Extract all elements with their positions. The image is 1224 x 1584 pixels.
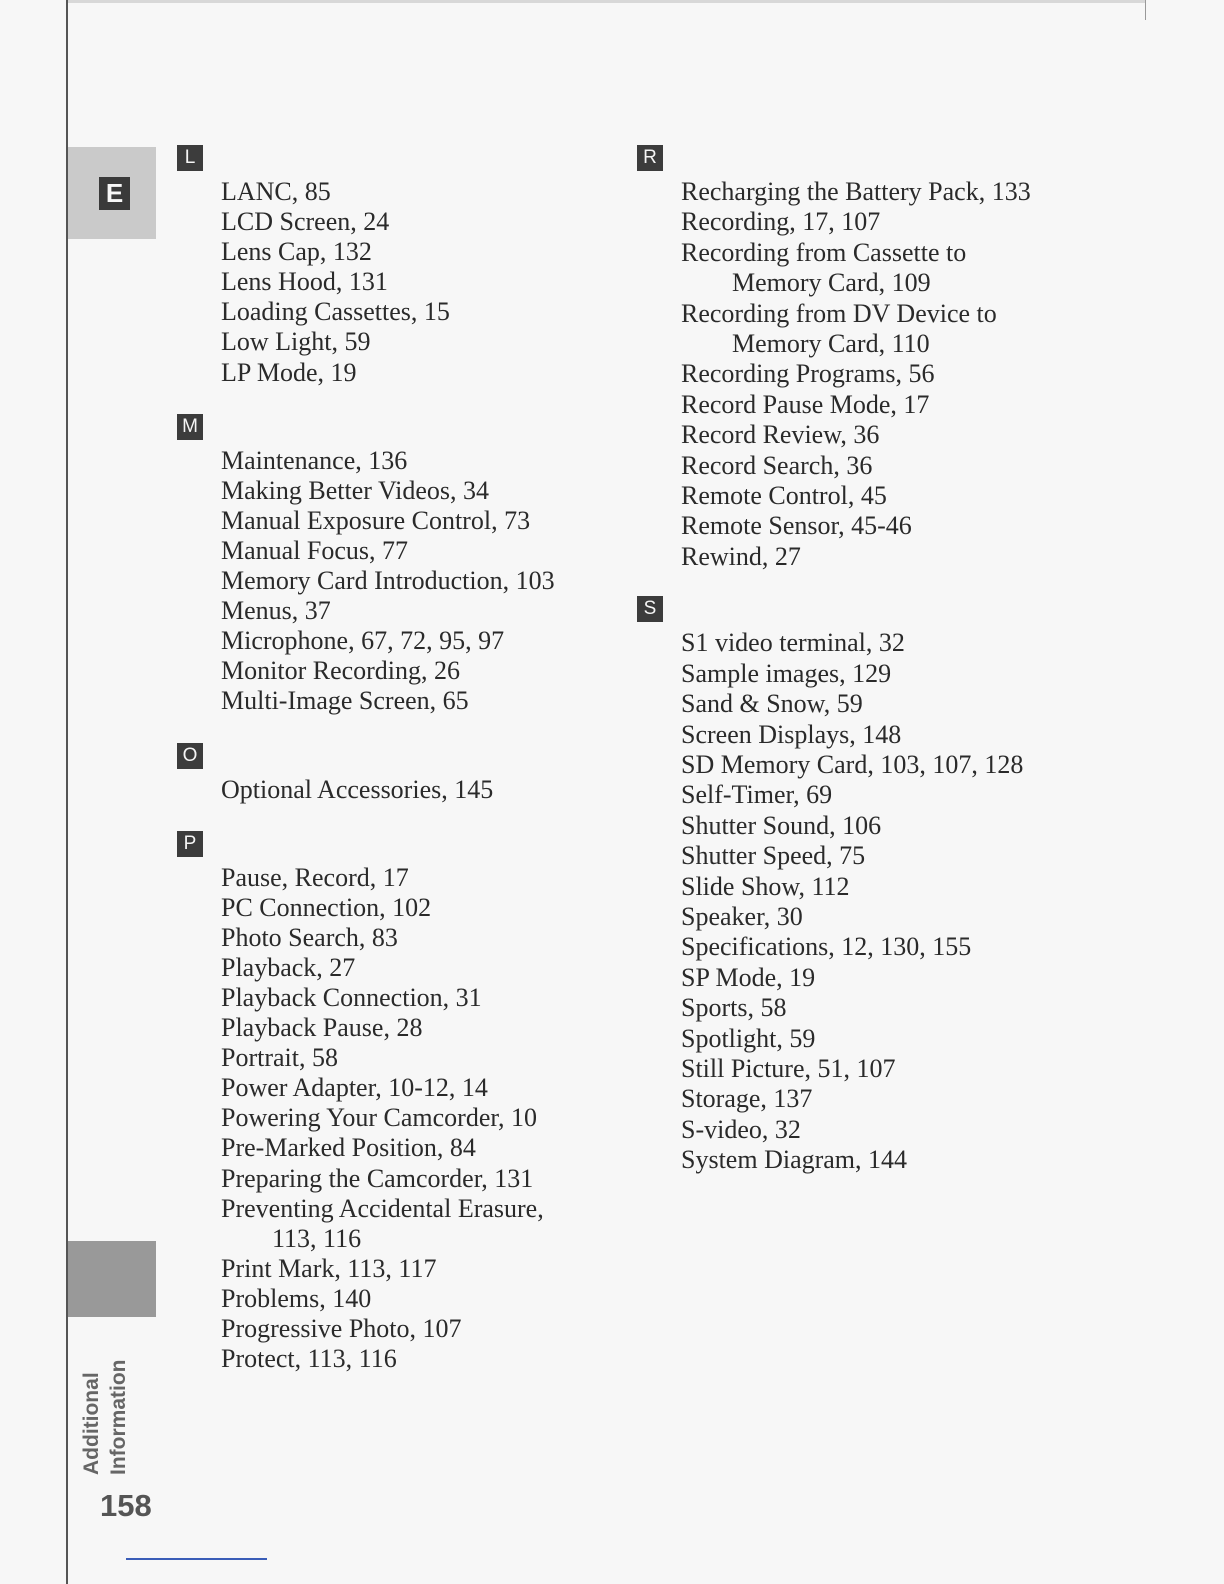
index-entry: Making Better Videos, 34 [221, 475, 490, 505]
index-column-left [177, 145, 597, 1400]
index-entry: Sports, 58 [681, 993, 787, 1023]
index-entry: Sample images, 129 [681, 658, 892, 688]
index-entry: Optional Accessories, 145 [221, 774, 494, 804]
index-entry: Remote Control, 45 [681, 481, 887, 511]
index-entry: Record Search, 36 [681, 450, 873, 480]
index-entry: Recording from DV Device to [681, 298, 997, 328]
index-entry: Print Mark, 113, 117 [221, 1253, 437, 1283]
entry-list [177, 863, 597, 1375]
index-entry: PC Connection, 102 [221, 892, 432, 922]
index-entry: Pause, Record, 17 [221, 862, 409, 892]
index-entry: Portrait, 58 [221, 1043, 338, 1073]
language-letter: E [99, 177, 130, 210]
index-entry: Screen Displays, 148 [681, 719, 902, 749]
index-entry: Lens Cap, 132 [221, 237, 372, 267]
index-entry: Memory Card Introduction, 103 [221, 566, 555, 596]
index-entry: Storage, 137 [681, 1084, 813, 1114]
index-entry: SD Memory Card, 103, 107, 128 [681, 749, 1024, 779]
index-entry: Power Adapter, 10-12, 14 [221, 1073, 488, 1103]
letter-group-l [177, 145, 597, 388]
index-entry: LCD Screen, 24 [221, 207, 390, 237]
index-entry: Maintenance, 136 [221, 445, 408, 475]
index-entry: Record Review, 36 [681, 420, 880, 450]
index-entry: Playback, 27 [221, 952, 356, 982]
index-entry: Microphone, 67, 72, 95, 97 [221, 626, 505, 656]
index-entry: Manual Exposure Control, 73 [221, 505, 531, 535]
index-entry: Protect, 113, 116 [221, 1344, 397, 1374]
entry-list [637, 628, 1107, 1175]
index-entry: Playback Pause, 28 [221, 1013, 423, 1043]
letter-group-p [177, 831, 597, 1375]
index-entry: LANC, 85 [221, 177, 331, 206]
index-entry: Record Pause Mode, 17 [681, 389, 930, 419]
index-entry: Recording from Cassette to [681, 237, 967, 267]
entry-list [177, 775, 597, 805]
index-entry: Loading Cassettes, 15 [221, 297, 450, 327]
bottom-rule [126, 1558, 267, 1560]
index-entry: Self-Timer, 69 [681, 780, 833, 810]
index-entry: Recording, 17, 107 [681, 207, 881, 237]
index-entry: Speaker, 30 [681, 901, 803, 931]
page-right-edge [1145, 0, 1146, 20]
index-entry: Shutter Speed, 75 [681, 841, 866, 871]
letter-group-o [177, 743, 597, 805]
entry-list [177, 177, 597, 388]
letter-group-s [637, 596, 1107, 1175]
index-entry: System Diagram, 144 [681, 1145, 908, 1175]
index-entry: Recording Programs, 56 [681, 359, 935, 389]
letter-heading-r: R [637, 145, 663, 171]
index-entry: Preparing the Camcorder, 131 [221, 1163, 534, 1193]
index-entry: Shutter Sound, 106 [681, 810, 882, 840]
index-entry: Menus, 37 [221, 596, 331, 626]
index-entry: Spotlight, 59 [681, 1023, 816, 1053]
letter-heading-o: O [177, 743, 203, 769]
index-entry: Lens Hood, 131 [221, 267, 388, 297]
index-entry: SP Mode, 19 [681, 962, 816, 992]
index-entry: Multi-Image Screen, 65 [221, 686, 469, 716]
entry-list [177, 446, 597, 717]
section-tab [68, 1241, 156, 1317]
index-entry: S-video, 32 [681, 1114, 801, 1144]
index-entry-continuation: 113, 116 [272, 1223, 362, 1253]
index-entry: Photo Search, 83 [221, 922, 398, 952]
index-entry: Preventing Accidental Erasure, [221, 1193, 544, 1223]
index-entry: Specifications, 12, 130, 155 [681, 932, 972, 962]
index-entry: Problems, 140 [221, 1283, 372, 1313]
index-entry: Low Light, 59 [221, 327, 371, 357]
index-column-right [637, 145, 1107, 1200]
page-top-edge [66, 0, 1146, 3]
letter-heading-m: M [177, 414, 203, 440]
index-entry: Playback Connection, 31 [221, 982, 482, 1012]
section-label [78, 1359, 148, 1475]
letter-group-m [177, 414, 597, 717]
index-entry: Sand & Snow, 59 [681, 689, 863, 719]
index-entry: Monitor Recording, 26 [221, 656, 461, 686]
letter-heading-p: P [177, 831, 203, 857]
index-entry: Powering Your Camcorder, 10 [221, 1103, 537, 1133]
entry-list [637, 177, 1107, 572]
section-label-line2: Information [107, 1359, 130, 1475]
letter-group-r [637, 145, 1107, 572]
index-entry: Still Picture, 51, 107 [681, 1053, 896, 1083]
index-entry-continuation: Memory Card, 110 [732, 329, 930, 359]
index-entry: Recharging the Battery Pack, 133 [681, 177, 1031, 206]
index-entry: Progressive Photo, 107 [221, 1314, 462, 1343]
index-entry-continuation: Memory Card, 109 [732, 268, 931, 298]
index-entry: Pre-Marked Position, 84 [221, 1133, 476, 1163]
letter-heading-s: S [637, 596, 663, 622]
index-entry: Manual Focus, 77 [221, 535, 409, 565]
index-entry: Rewind, 27 [681, 541, 801, 571]
index-entry: LP Mode, 19 [221, 357, 357, 387]
index-entry: S1 video terminal, 32 [681, 628, 905, 658]
page-number: 158 [100, 1488, 152, 1523]
letter-heading-l: L [177, 145, 203, 171]
section-label-line1: Additional [80, 1372, 103, 1475]
index-entry: Slide Show, 112 [681, 871, 850, 901]
index-entry: Remote Sensor, 45-46 [681, 511, 912, 541]
